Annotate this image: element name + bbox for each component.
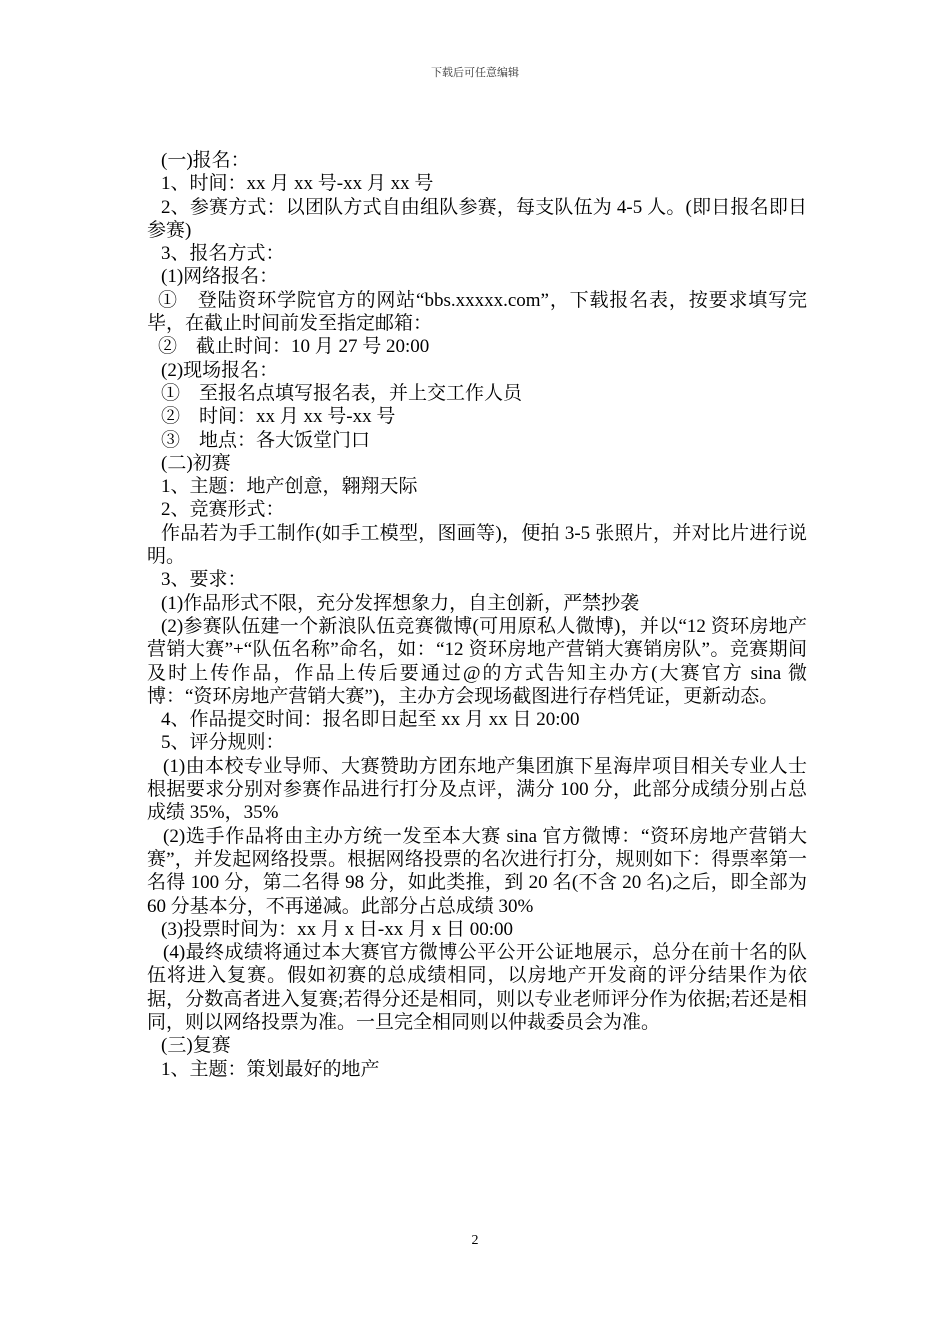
paragraph: (1)网络报名： [161, 266, 279, 288]
paragraph: (4)最终成绩将通过本大赛官方微博公平公开公证地展示，总分在前十名的队伍将进入复赛。假如初赛的总成绩相同，以房地产开发商的评分结果作为依据，分数高者进入复赛;若得分还是相同，则以专业老师评分作为依据;若还是相同，则以网络投票为准。一旦完全相同则以仲裁委员会为准。 [147, 942, 807, 1033]
paragraph: 1、主题：地产创意，翱翔天际 [161, 476, 418, 498]
paragraph: 2、参赛方式：以团队方式自由组队参赛，每支队伍为 4-5 人。(即日报名即日参赛) [147, 196, 807, 241]
paragraph: 5、评分规则： [161, 732, 285, 754]
paragraph: (1)由本校专业导师、大赛赞助方团东地产集团旗下星海岸项目相关专业人士根据要求分别对参赛作品进行打分及点评，满分 100 分，此部分成绩分别占总成绩 35%，35% [147, 755, 807, 824]
paragraph: (3)投票时间为：xx 月 x 日-xx 月 x 日 00:00 [161, 918, 514, 940]
paragraph: (2)选手作品将由主办方统一发至本大赛 sina 官方微博：“资环房地产营销大赛”，并发起网络投票。根据网络投票的名次进行打分，规则如下：得票率第一名得 100 分，第二名得 98 分，如此类推，到 20 名(不含 20 名)之后，即全部为 60 分基本分，不再递减。此部分占总成绩 30% [147, 825, 807, 917]
paragraph: 4、作品提交时间：报名即日起至 xx 月 xx 日 20:00 [161, 709, 580, 731]
paragraph: ③ 地点：各大饭堂门口 [161, 429, 371, 451]
paragraph: ① 至报名点填写报名表，并上交工作人员 [161, 382, 523, 404]
section-heading-preliminary: (二)初赛 [161, 452, 231, 474]
paragraph: ② 截止时间：10 月 27 号 20:00 [158, 336, 430, 358]
document-body [147, 149, 807, 1081]
section-heading-registration: (一)报名： [161, 150, 250, 171]
paragraph: 1、时间：xx 月 xx 号-xx 月 xx 号 [161, 173, 434, 195]
paragraph: 1、主题：策划最好的地产 [161, 1058, 380, 1080]
paragraph: ② 时间：xx 月 xx 号-xx 号 [161, 406, 396, 428]
paragraph: 2、竞赛形式： [161, 499, 285, 521]
paragraph: 3、要求： [161, 569, 247, 591]
paragraph: 3、报名方式： [161, 243, 285, 265]
paragraph: (2)现场报名： [161, 359, 279, 381]
page-header: 下载后可任意编辑 [431, 66, 519, 79]
page-number: 2 [471, 1233, 479, 1248]
paragraph: ① 登陆资环学院官方的网站“bbs.xxxxx.com”，下载报名表，按要求填写完毕，在截止时间前发至指定邮箱： [147, 289, 807, 335]
paragraph: 作品若为手工制作(如手工模型，图画等)，便拍 3-5 张照片，并对比片进行说明。 [147, 522, 807, 568]
paragraph: (1)作品形式不限，充分发挥想象力，自主创新，严禁抄袭 [161, 592, 640, 614]
section-heading-semifinal: (三)复赛 [161, 1035, 231, 1057]
paragraph: (2)参赛队伍建一个新浪队伍竞赛微博(可用原私人微博)，并以“12 资环房地产营销大赛”+“队伍名称”命名，如：“12 资环房地产营销大赛销房队”。竞赛期间及时上传作品，作品上传后要通过@的方式告知主办方(大赛官方 sina 微博：“资环房地产营销大赛”)，主办方会现场截图进行存档凭证，更新动态。 [147, 615, 807, 707]
